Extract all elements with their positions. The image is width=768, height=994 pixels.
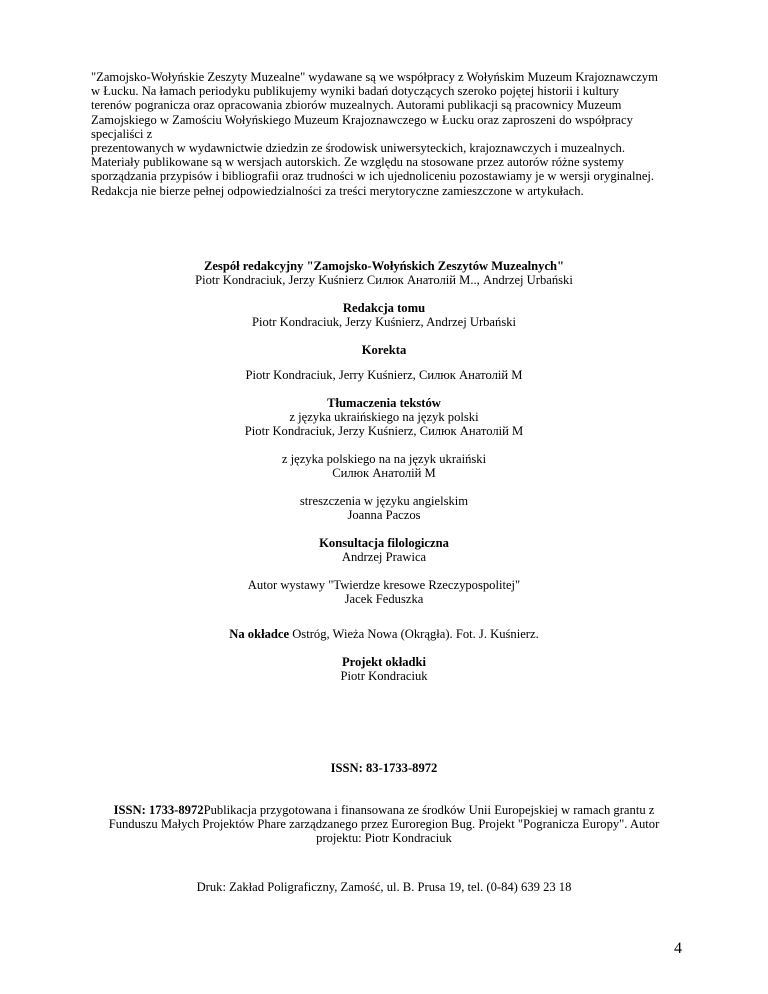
proofreading-heading: Korekta xyxy=(361,343,407,357)
philology-names: Andrzej Prawica xyxy=(341,550,427,565)
exhibition-block xyxy=(0,578,768,606)
translations-pl-uk-names: Силюк Анатолій М xyxy=(332,466,436,481)
intro-line: prezentowanych w wydawnictwie dziedzin ze środowisk uniwersyteckich, krajoznawczych i muzealnych. xyxy=(91,141,625,156)
intro-line: Redakcja nie bierze pełnej odpowiedzialności za treści merytoryczne zamieszczone w artykułach. xyxy=(91,183,584,198)
translations-block xyxy=(0,396,768,439)
editorial-team-heading: Zespół redakcyjny "Zamojsko-Wołyńskich Zeszytów Muzealnych" xyxy=(203,259,565,273)
intro-line: Materiały publikowane są w wersjach autorskich. Ze względu na stosowane przez autorów różne systemy xyxy=(91,155,624,170)
cover-block xyxy=(0,627,768,641)
issn-line: ISSN: 83-1733-8972 xyxy=(330,761,438,775)
translations-en-names: Joanna Paczos xyxy=(347,508,421,523)
cover-design-names: Piotr Kondraciuk xyxy=(340,669,428,684)
translations-pl-uk-label: z języka polskiego na na język ukraiński xyxy=(281,452,487,466)
cover-design-block xyxy=(0,655,768,683)
funding-line-3: projektu: Piotr Kondraciuk xyxy=(316,831,452,846)
translations-en-label: streszczenia w języku angielskim xyxy=(299,494,469,508)
volume-editors-block xyxy=(0,301,768,329)
volume-editors-heading: Redakcja tomu xyxy=(342,301,426,315)
proofreading-heading-block xyxy=(0,343,768,357)
translations-heading: Tłumaczenia tekstów xyxy=(327,396,441,410)
funding-line-2: Funduszu Małych Projektów Phare zarządzanego przez Euroregion Bug. Projekt "Pogranicza Europy". Autor xyxy=(108,817,660,832)
exhibition-names: Jacek Feduszka xyxy=(344,592,424,607)
volume-editors-names: Piotr Kondraciuk, Jerzy Kuśnierz, Andrzej Urbański xyxy=(251,315,517,330)
intro-line: w Łucku. Na łamach periodyku publikujemy wyniki badań dotyczących szeroko pojętej historii i kultury xyxy=(91,84,620,99)
philology-block xyxy=(0,536,768,564)
translations-en-block xyxy=(0,494,768,522)
intro-line: sporządzania przypisów i bibliografii oraz trudności w ich ujednoliceniu pozostawiamy je w wersji oryginalnej. xyxy=(91,169,655,184)
intro-line: terenów pogranicza oraz opracowania zbiorów muzealnych. Autorami publikacji są pracownicy Muzeum xyxy=(91,98,622,113)
cover-label: Na okładce xyxy=(229,627,290,641)
editorial-team-names: Piotr Kondraciuk, Jerzy Kuśnierz Силюк Анатолій М.., Andrzej Urbański xyxy=(195,273,573,288)
cover-design-heading: Projekt okładki xyxy=(341,655,427,669)
print-block xyxy=(0,880,768,894)
funding-block xyxy=(0,803,768,846)
translations-uk-pl-names: Piotr Kondraciuk, Jerzy Kuśnierz, Силюк Анатолій М xyxy=(244,424,524,439)
exhibition-label: Autor wystawy "Twierdze kresowe Rzeczypospolitej" xyxy=(247,578,521,592)
proofreading-names-block xyxy=(0,368,768,382)
proofreading-names: Piotr Kondraciuk, Jerry Kuśnierz, Силюк Анатолій М xyxy=(245,368,523,382)
funding-issn: ISSN: 1733-8972 xyxy=(113,803,204,817)
page-number: 4 xyxy=(674,940,682,957)
intro-paragraph xyxy=(91,70,711,198)
philology-heading: Konsultacja filologiczna xyxy=(319,536,449,550)
translations-pl-uk-block xyxy=(0,452,768,480)
editorial-team-block xyxy=(0,259,768,287)
funding-line-1: Publikacja przygotowana i finansowana ze środków Unii Europejskiej w ramach grantu z xyxy=(203,803,655,817)
intro-line: specjaliści z xyxy=(91,126,153,141)
cover-text: Ostróg, Wieża Nowa (Okrągła). Fot. J. Kuśnierz. xyxy=(289,627,539,641)
translations-uk-pl-label: z języka ukraińskiego na język polski xyxy=(289,410,479,425)
intro-line: Zamojskiego w Zamościu Wołyńskiego Muzeum Krajoznawczego w Łucku oraz zaproszeni do współpracy xyxy=(91,112,633,127)
print-info: Druk: Zakład Poligraficzny, Zamość, ul. B. Prusa 19, tel. (0-84) 639 23 18 xyxy=(196,880,572,894)
issn-block xyxy=(0,761,768,775)
intro-line: "Zamojsko-Wołyńskie Zeszyty Muzealne" wydawane są we współpracy z Wołyńskim Muzeum Krajoznawczym xyxy=(91,70,658,84)
